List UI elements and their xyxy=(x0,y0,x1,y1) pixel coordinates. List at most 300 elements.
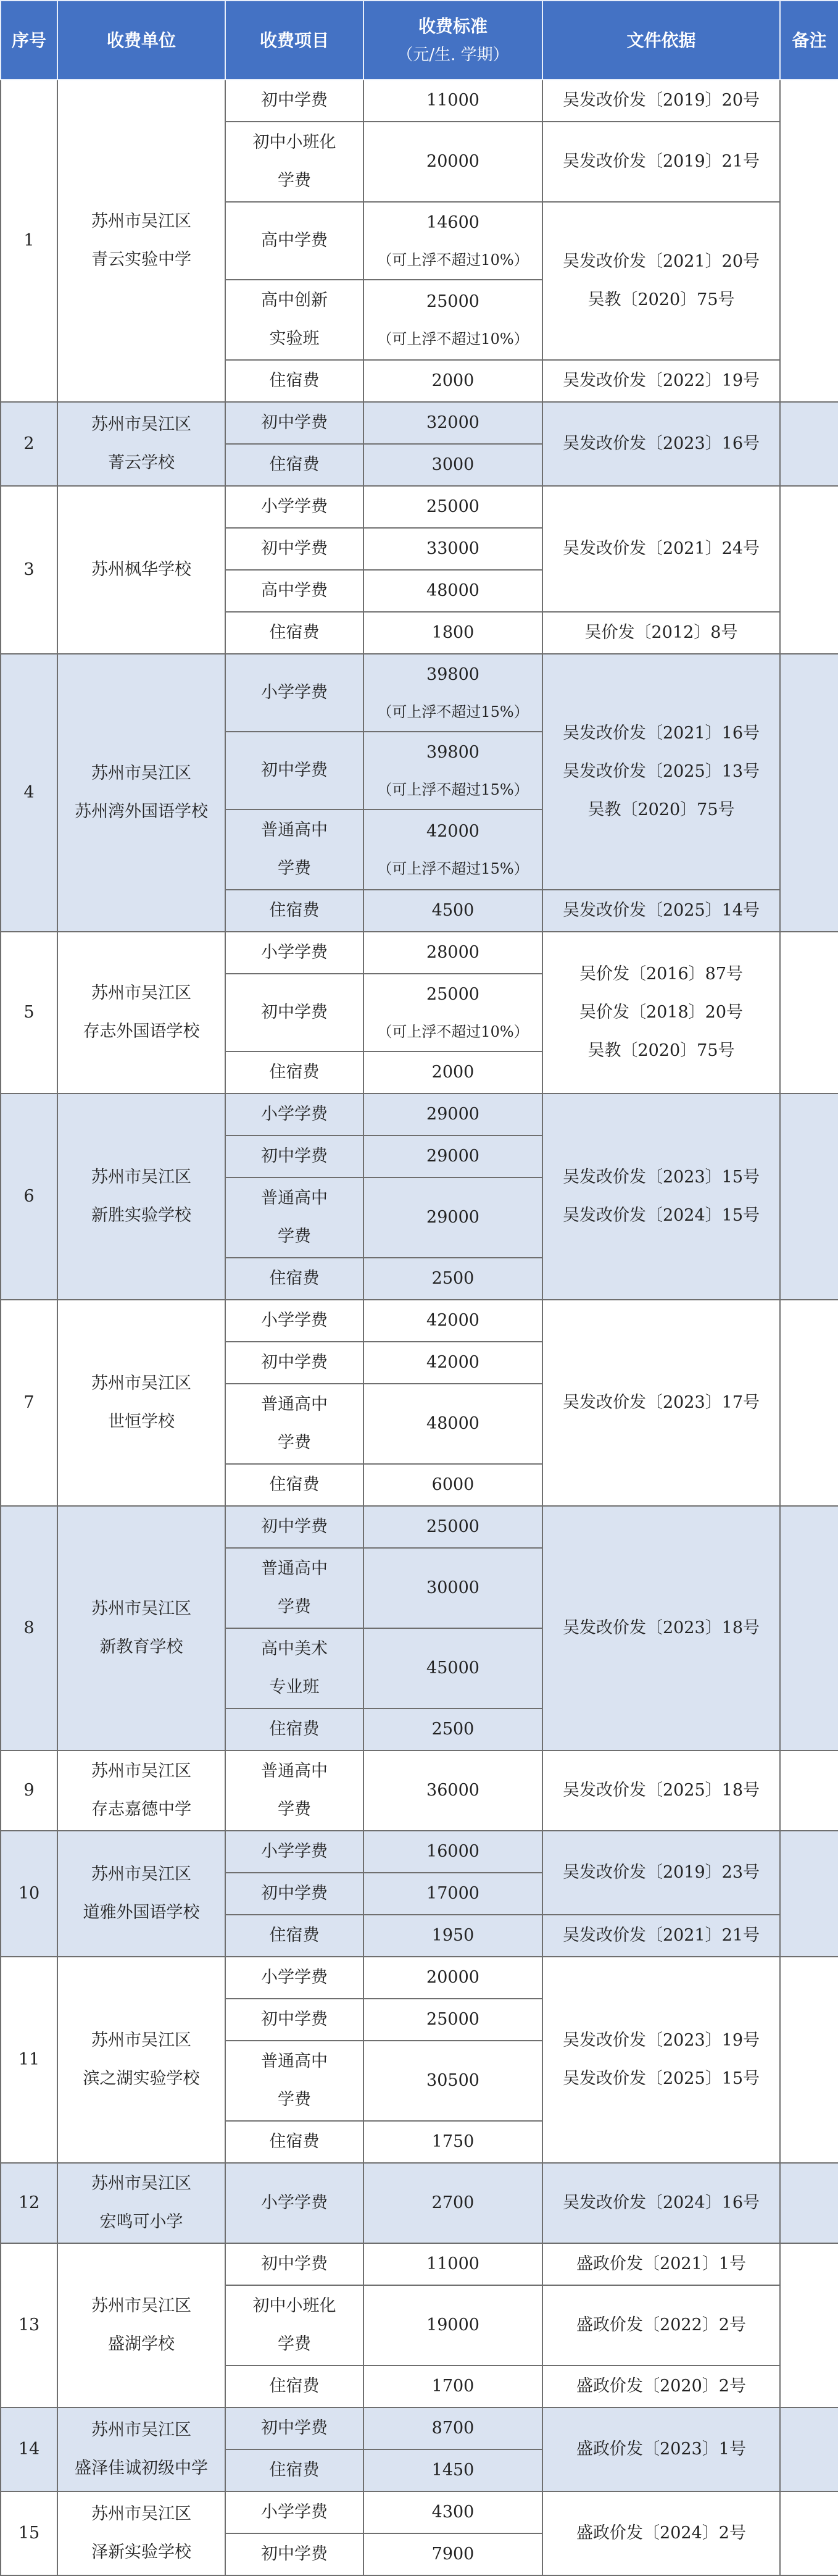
basis-document xyxy=(542,2243,780,2285)
row-number: 11 xyxy=(1,1957,57,2163)
fee-amount: 45000 xyxy=(426,1658,479,1678)
fee-item-line: 普通高中 xyxy=(261,1762,328,1781)
row-number: 10 xyxy=(1,1831,57,1957)
fee-amount-cell xyxy=(363,2121,542,2163)
fee-item-line: 住宿费 xyxy=(269,2132,320,2151)
fee-item-line: 住宿费 xyxy=(269,1926,320,1945)
basis-document-line: 吴发改价发〔2021〕20号 xyxy=(562,252,760,271)
basis-document xyxy=(542,1750,780,1831)
fee-amount-cell xyxy=(363,80,542,122)
fee-item xyxy=(225,360,363,402)
school-name xyxy=(57,1750,225,1831)
fee-amount-cell xyxy=(363,1999,542,2041)
fee-amount-note: （可上浮不超过15%） xyxy=(377,860,529,877)
school-group xyxy=(1,1094,838,1300)
fee-item xyxy=(225,486,363,528)
remark-cell xyxy=(780,932,838,1094)
fee-item-line: 小学学费 xyxy=(261,1842,328,1861)
fee-item-line: 高中学费 xyxy=(261,581,328,600)
school-name-line: 苏州市吴江区 xyxy=(91,1865,191,1884)
fee-item-line: 初中学费 xyxy=(261,1147,328,1166)
basis-document xyxy=(542,360,780,402)
fee-amount: 25000 xyxy=(426,985,479,1004)
school-name xyxy=(57,1957,225,2163)
fee-amount: 42000 xyxy=(426,822,479,841)
fee-item-line: 初中学费 xyxy=(261,91,328,110)
fee-amount: 2500 xyxy=(431,1269,475,1288)
school-name-line: 世恒学校 xyxy=(108,1412,175,1431)
fee-amount-cell xyxy=(363,2285,542,2365)
table-row xyxy=(1,2491,838,2533)
school-name-line: 宏鸣可小学 xyxy=(99,2212,183,2231)
fee-item-line: 住宿费 xyxy=(269,455,320,474)
fee-item xyxy=(225,2243,363,2285)
fee-item-line: 学费 xyxy=(278,1800,311,1819)
fee-amount-cell xyxy=(363,1750,542,1831)
school-name-line: 苏州市吴江区 xyxy=(91,1168,191,1187)
basis-document-line: 吴发改价发〔2023〕15号 xyxy=(562,1168,760,1187)
fee-amount: 32000 xyxy=(426,413,479,432)
fee-amount: 11000 xyxy=(426,91,479,110)
school-group xyxy=(1,402,838,486)
school-name xyxy=(57,2163,225,2243)
fee-item-line: 住宿费 xyxy=(269,2377,320,2396)
fee-amount-cell xyxy=(363,809,542,890)
fee-item-line: 住宿费 xyxy=(269,623,320,642)
basis-document-line: 吴发改价发〔2021〕24号 xyxy=(562,539,760,558)
fee-amount-cell xyxy=(363,2041,542,2121)
table-row xyxy=(1,932,838,974)
fee-item xyxy=(225,732,363,809)
fee-amount: 4300 xyxy=(431,2503,475,2522)
table-row xyxy=(1,1506,838,1548)
table-header xyxy=(1,1,838,80)
fee-item-line: 小学学费 xyxy=(261,683,328,702)
school-group xyxy=(1,486,838,654)
fee-amount: 42000 xyxy=(426,1311,479,1330)
fee-amount: 29000 xyxy=(426,1147,479,1166)
fee-amount: 48000 xyxy=(426,581,479,600)
fee-item xyxy=(225,932,363,974)
fee-amount-cell xyxy=(363,1506,542,1548)
fee-amount-cell xyxy=(363,360,542,402)
fee-item xyxy=(225,280,363,360)
fee-item xyxy=(225,1177,363,1258)
fee-item-line: 初中学费 xyxy=(261,2010,328,2029)
fee-amount-note: （可上浮不超过10%） xyxy=(377,330,529,348)
fee-item-line: 初中学费 xyxy=(261,1884,328,1903)
basis-document xyxy=(542,1094,780,1300)
fee-item-line: 普通高中 xyxy=(261,1189,328,1208)
row-number: 15 xyxy=(1,2491,57,2575)
school-name xyxy=(57,80,225,402)
fee-amount-cell xyxy=(363,1384,542,1464)
fee-amount-cell xyxy=(363,890,542,932)
fee-item xyxy=(225,1999,363,2041)
fee-item-line: 普通高中 xyxy=(261,1559,328,1578)
basis-document-line: 吴发改价发〔2023〕18号 xyxy=(562,1618,760,1637)
fee-amount-cell xyxy=(363,1258,542,1300)
fee-amount: 36000 xyxy=(426,1781,479,1800)
school-name xyxy=(57,1831,225,1957)
fee-amount: 17000 xyxy=(426,1884,479,1903)
fee-amount: 1450 xyxy=(431,2461,475,2480)
basis-document-line: 吴发改价发〔2022〕19号 xyxy=(562,371,760,390)
table-row xyxy=(1,1957,838,1999)
remark-cell xyxy=(780,1750,838,1831)
fee-item xyxy=(225,1750,363,1831)
header-no: 序号 xyxy=(1,1,57,80)
basis-document-line: 吴发改价发〔2025〕18号 xyxy=(562,1781,760,1800)
fee-item-line: 小学学费 xyxy=(261,497,328,516)
fee-item-line: 普通高中 xyxy=(261,1395,328,1414)
fee-item-line: 学费 xyxy=(278,1433,311,1452)
fee-amount-cell xyxy=(363,2407,542,2449)
fee-item-line: 住宿费 xyxy=(269,1475,320,1494)
table-row xyxy=(1,654,838,732)
header-item: 收费项目 xyxy=(225,1,363,80)
fee-amount-cell xyxy=(363,732,542,809)
basis-document xyxy=(542,122,780,202)
header-row xyxy=(1,1,838,80)
header-unit: 收费单位 xyxy=(57,1,225,80)
table-row xyxy=(1,80,838,122)
fee-item-line: 初中学费 xyxy=(261,2254,328,2273)
remark-cell xyxy=(780,2407,838,2491)
fee-item-line: 初中学费 xyxy=(261,1517,328,1536)
fee-amount: 33000 xyxy=(426,539,479,558)
basis-document xyxy=(542,2491,780,2575)
fee-amount-cell xyxy=(363,1708,542,1750)
fee-item-line: 住宿费 xyxy=(269,1063,320,1082)
fee-item-line: 普通高中 xyxy=(261,2052,328,2071)
fee-amount-cell xyxy=(363,2365,542,2407)
fee-item xyxy=(225,654,363,732)
basis-document-line: 吴发改价发〔2019〕21号 xyxy=(562,152,760,171)
fee-amount: 3000 xyxy=(431,455,475,474)
fee-item-line: 初中学费 xyxy=(261,539,328,558)
remark-cell xyxy=(780,654,838,932)
fee-amount: 25000 xyxy=(426,2010,479,2029)
fee-item-line: 普通高中 xyxy=(261,821,328,840)
basis-document-line: 吴发改价发〔2025〕14号 xyxy=(562,901,760,920)
row-number: 13 xyxy=(1,2243,57,2407)
fee-amount: 8700 xyxy=(431,2419,475,2438)
school-name xyxy=(57,2491,225,2575)
fee-item xyxy=(225,2365,363,2407)
basis-document-line: 吴发改价发〔2024〕15号 xyxy=(562,1206,760,1225)
row-number: 1 xyxy=(1,80,57,402)
fee-item-line: 初中学费 xyxy=(261,413,328,432)
fee-item xyxy=(225,1300,363,1342)
fee-amount-cell xyxy=(363,2243,542,2285)
basis-document-line: 盛政价发〔2023〕1号 xyxy=(576,2440,746,2459)
fee-amount: 16000 xyxy=(426,1842,479,1861)
fee-item xyxy=(225,1094,363,1135)
basis-document xyxy=(542,1957,780,2163)
fee-item xyxy=(225,1052,363,1094)
basis-document-line: 吴发改价发〔2021〕21号 xyxy=(562,1926,760,1945)
school-name-line: 苏州市吴江区 xyxy=(91,1374,191,1393)
fee-amount-cell xyxy=(363,1177,542,1258)
table-row xyxy=(1,486,838,528)
fee-amount: 14600 xyxy=(426,213,479,232)
remark-cell xyxy=(780,1957,838,2163)
fee-item-line: 住宿费 xyxy=(269,371,320,390)
basis-document-line: 吴发改价发〔2025〕15号 xyxy=(562,2069,760,2088)
basis-document xyxy=(542,402,780,486)
fee-amount-cell xyxy=(363,1831,542,1873)
fee-amount: 1700 xyxy=(431,2377,475,2396)
fee-item-line: 学费 xyxy=(278,2090,311,2109)
remark-cell xyxy=(780,1506,838,1750)
basis-document-line: 盛政价发〔2020〕2号 xyxy=(576,2377,746,2396)
school-group xyxy=(1,2163,838,2243)
fee-item-line: 专业班 xyxy=(269,1678,320,1697)
fee-amount-cell xyxy=(363,202,542,280)
basis-document-line: 盛政价发〔2022〕2号 xyxy=(576,2315,746,2335)
fee-item xyxy=(225,1957,363,1999)
fee-amount: 39800 xyxy=(426,743,479,762)
table-row xyxy=(1,402,838,444)
fee-item xyxy=(225,612,363,654)
table-row xyxy=(1,1831,838,1873)
fee-item xyxy=(225,2491,363,2533)
school-name-line: 苏州市吴江区 xyxy=(91,1599,191,1618)
school-name-line: 滨之湖实验学校 xyxy=(83,2069,200,2088)
basis-document xyxy=(542,202,780,360)
fee-amount: 29000 xyxy=(426,1105,479,1124)
fee-item-line: 初中小班化 xyxy=(252,133,336,152)
fee-amount-note: （可上浮不超过15%） xyxy=(377,703,529,721)
fee-item-line: 初中学费 xyxy=(261,761,328,780)
remark-cell xyxy=(780,1300,838,1506)
fee-amount-cell xyxy=(363,1342,542,1384)
fee-item-line: 小学学费 xyxy=(261,1311,328,1330)
header-standard-unit: （元/生. 学期） xyxy=(397,45,509,64)
school-name xyxy=(57,654,225,932)
fee-amount: 30500 xyxy=(426,2071,479,2090)
fee-amount: 39800 xyxy=(426,665,479,684)
basis-document-line: 吴发改价发〔2019〕20号 xyxy=(562,91,760,110)
school-group xyxy=(1,1750,838,1831)
school-name xyxy=(57,486,225,654)
school-group xyxy=(1,1506,838,1750)
fee-item-line: 高中学费 xyxy=(261,231,328,250)
fee-amount-cell xyxy=(363,1873,542,1915)
fee-item xyxy=(225,570,363,612)
fee-item xyxy=(225,1464,363,1506)
fee-amount: 25000 xyxy=(426,292,479,311)
school-name-line: 菁云学校 xyxy=(108,453,175,472)
fee-item-line: 学费 xyxy=(278,1227,311,1246)
fee-amount-cell xyxy=(363,122,542,202)
fee-item xyxy=(225,2163,363,2243)
fee-amount-cell xyxy=(363,1300,542,1342)
remark-cell xyxy=(780,2163,838,2243)
fee-item-line: 小学学费 xyxy=(261,943,328,962)
fee-amount: 20000 xyxy=(426,152,479,171)
header-basis: 文件依据 xyxy=(542,1,780,80)
fee-amount-cell xyxy=(363,932,542,974)
fee-item-line: 住宿费 xyxy=(269,2461,320,2480)
remark-cell xyxy=(780,80,838,402)
school-name-line: 盛泽佳诚初级中学 xyxy=(75,2459,208,2478)
basis-document xyxy=(542,486,780,612)
school-group xyxy=(1,2491,838,2575)
school-group xyxy=(1,1831,838,1957)
basis-document xyxy=(542,1831,780,1915)
school-name-line: 盛湖学校 xyxy=(108,2335,175,2354)
table-row xyxy=(1,1750,838,1831)
fee-amount-cell xyxy=(363,974,542,1052)
fee-amount: 11000 xyxy=(426,2254,479,2273)
fee-item-line: 实验班 xyxy=(269,329,320,348)
remark-cell xyxy=(780,2491,838,2575)
basis-document xyxy=(542,932,780,1094)
basis-document xyxy=(542,2285,780,2365)
fee-amount-cell xyxy=(363,1957,542,1999)
school-group xyxy=(1,1300,838,1506)
remark-cell xyxy=(780,1094,838,1300)
fee-item xyxy=(225,444,363,486)
fee-amount: 29000 xyxy=(426,1208,479,1227)
table-row xyxy=(1,2407,838,2449)
fee-item-line: 初中学费 xyxy=(261,1003,328,1022)
fee-amount: 1950 xyxy=(431,1926,475,1945)
school-name xyxy=(57,1094,225,1300)
basis-document-line: 吴发改价发〔2021〕16号 xyxy=(562,724,760,743)
basis-document-line: 吴发改价发〔2023〕17号 xyxy=(562,1393,760,1412)
school-name xyxy=(57,2243,225,2407)
basis-document-line: 吴教〔2020〕75号 xyxy=(587,800,735,819)
fee-amount-cell xyxy=(363,444,542,486)
basis-document-line: 吴教〔2020〕75号 xyxy=(587,290,735,309)
fee-amount: 42000 xyxy=(426,1353,479,1372)
basis-document-line: 吴发改价发〔2023〕19号 xyxy=(562,2031,760,2050)
school-name xyxy=(57,1300,225,1506)
basis-document-line: 吴价发〔2018〕20号 xyxy=(579,1003,744,1022)
school-name xyxy=(57,932,225,1094)
basis-document-line: 吴发改价发〔2024〕16号 xyxy=(562,2193,760,2212)
row-number: 9 xyxy=(1,1750,57,1831)
school-name-line: 苏州市吴江区 xyxy=(91,984,191,1003)
basis-document xyxy=(542,2407,780,2491)
fee-amount: 7900 xyxy=(431,2545,475,2564)
basis-document xyxy=(542,1506,780,1750)
fee-amount-cell xyxy=(363,1628,542,1708)
fee-amount: 6000 xyxy=(431,1475,475,1494)
fee-item xyxy=(225,2121,363,2163)
row-number: 8 xyxy=(1,1506,57,1750)
basis-document-line: 吴教〔2020〕75号 xyxy=(587,1041,735,1060)
row-number: 4 xyxy=(1,654,57,932)
fee-amount-cell xyxy=(363,1052,542,1094)
school-name-line: 苏州市吴江区 xyxy=(91,2420,191,2440)
row-number: 12 xyxy=(1,2163,57,2243)
fee-amount-cell xyxy=(363,1915,542,1957)
table-row xyxy=(1,1300,838,1342)
basis-document xyxy=(542,2163,780,2243)
basis-document xyxy=(542,654,780,890)
fee-amount: 48000 xyxy=(426,1414,479,1433)
fee-item-line: 初中学费 xyxy=(261,2545,328,2564)
fee-amount-cell xyxy=(363,486,542,528)
school-name-line: 道雅外国语学校 xyxy=(83,1903,200,1922)
school-name-line: 苏州市吴江区 xyxy=(91,764,191,783)
table-row xyxy=(1,2243,838,2285)
fee-item xyxy=(225,1708,363,1750)
fee-item xyxy=(225,1831,363,1873)
school-name-line: 苏州市吴江区 xyxy=(91,2174,191,2193)
fee-amount-cell xyxy=(363,2163,542,2243)
school-name-line: 存志外国语学校 xyxy=(83,1022,200,1041)
fee-amount: 2000 xyxy=(431,371,475,390)
fee-item-line: 学费 xyxy=(278,2335,311,2354)
school-name-line: 新胜实验学校 xyxy=(91,1206,191,1225)
fee-amount-cell xyxy=(363,402,542,444)
school-name-line: 苏州枫华学校 xyxy=(91,560,191,579)
fee-item xyxy=(225,974,363,1052)
fee-item xyxy=(225,2533,363,2575)
fee-item xyxy=(225,1873,363,1915)
fee-item xyxy=(225,122,363,202)
fee-amount-note: （可上浮不超过15%） xyxy=(377,781,529,798)
fee-item xyxy=(225,809,363,890)
basis-document xyxy=(542,1300,780,1506)
fee-amount-cell xyxy=(363,528,542,570)
fee-amount-cell xyxy=(363,1464,542,1506)
fee-item-line: 学费 xyxy=(278,1597,311,1616)
row-number: 6 xyxy=(1,1094,57,1300)
header-remark: 备注 xyxy=(780,1,838,80)
fee-amount: 30000 xyxy=(426,1578,479,1597)
school-name-line: 苏州湾外国语学校 xyxy=(75,802,208,821)
basis-document xyxy=(542,890,780,932)
fee-item-line: 小学学费 xyxy=(261,2503,328,2522)
basis-document-line: 吴价发〔2016〕87号 xyxy=(579,964,744,984)
fee-amount: 25000 xyxy=(426,1517,479,1536)
school-name-line: 青云实验中学 xyxy=(91,250,191,269)
fee-item xyxy=(225,80,363,122)
basis-document xyxy=(542,2365,780,2407)
fee-amount: 1800 xyxy=(431,623,475,642)
table-row xyxy=(1,1094,838,1135)
school-name xyxy=(57,402,225,486)
remark-cell xyxy=(780,1831,838,1957)
fee-amount: 2500 xyxy=(431,1720,475,1739)
fee-item xyxy=(225,1915,363,1957)
fee-amount-cell xyxy=(363,2449,542,2491)
remark-cell xyxy=(780,402,838,486)
fee-amount-cell xyxy=(363,1094,542,1135)
fee-amount: 2700 xyxy=(431,2193,475,2212)
fee-amount-cell xyxy=(363,612,542,654)
fee-item-line: 初中学费 xyxy=(261,2419,328,2438)
basis-document-line: 盛政价发〔2021〕1号 xyxy=(576,2254,746,2273)
fee-item-line: 小学学费 xyxy=(261,2193,328,2212)
fee-amount: 4500 xyxy=(431,901,475,920)
school-name-line: 苏州市吴江区 xyxy=(91,212,191,231)
basis-document xyxy=(542,80,780,122)
fee-item-line: 高中创新 xyxy=(261,291,328,310)
fee-amount-cell xyxy=(363,2533,542,2575)
fee-item xyxy=(225,890,363,932)
fee-amount-cell xyxy=(363,280,542,360)
header-standard-title: 收费标准 xyxy=(418,15,487,36)
fee-item xyxy=(225,528,363,570)
school-name-line: 新教育学校 xyxy=(99,1637,183,1657)
